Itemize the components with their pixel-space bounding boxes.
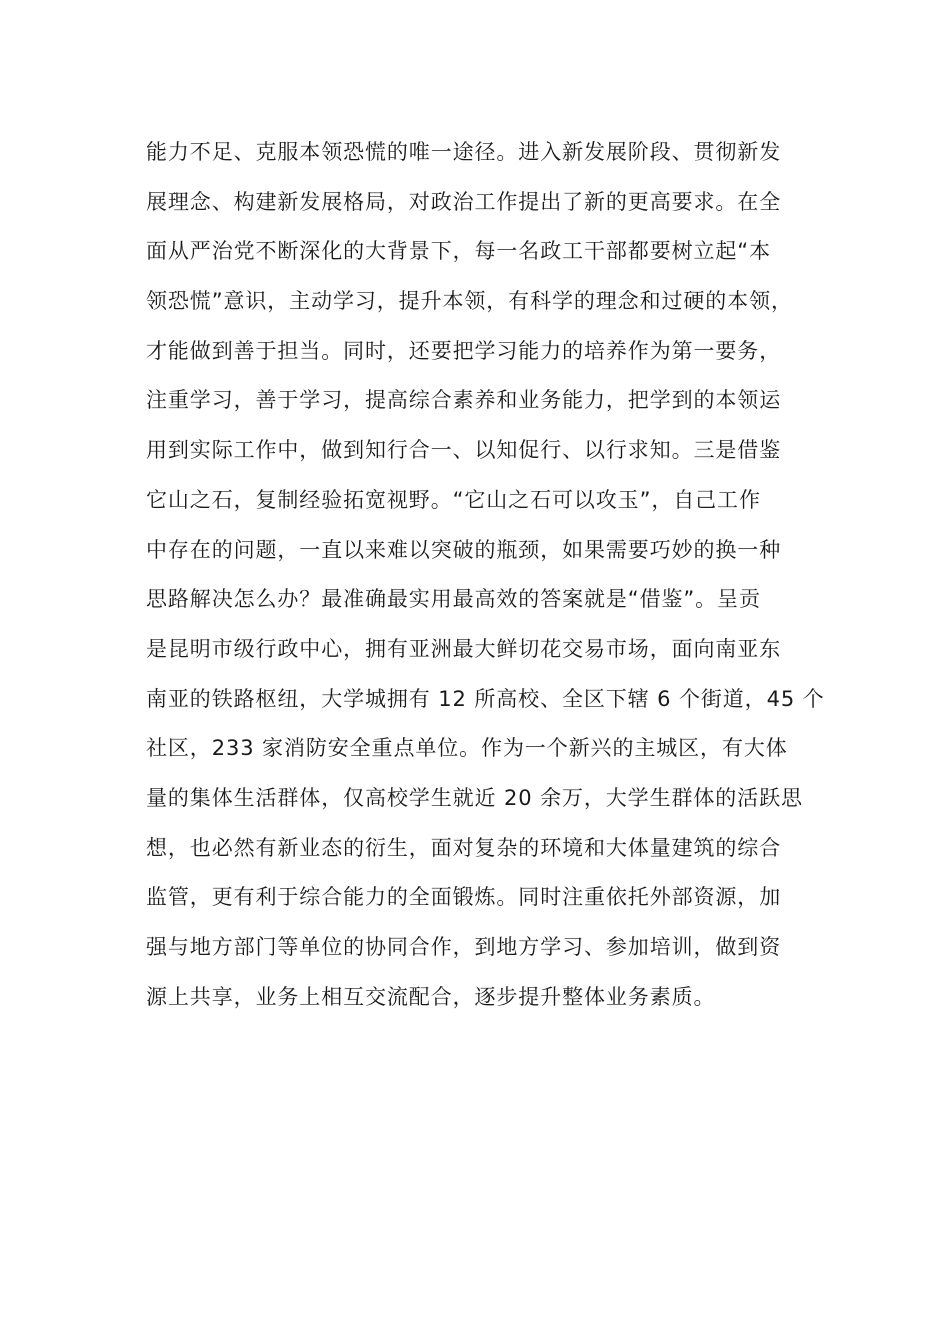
text-line: 中存在的问题，一直以来难以突破的瓶颈，如果需要巧妙的换一种: [146, 537, 782, 562]
text-line: 想，也必然有新业态的衍生，面对复杂的环境和大体量建筑的综合: [146, 835, 782, 860]
text-line: 思路解决怎么办？最准确最实用最高效的答案就是“借鉴”。呈贡: [146, 587, 761, 612]
body-paragraph: [146, 131, 846, 1025]
text-line: 才能做到善于担当。同时，还要把学习能力的培养作为第一要务，: [146, 338, 782, 363]
text-line: 注重学习，善于学习，提高综合素养和业务能力，把学到的本领运: [146, 388, 782, 413]
text-line: 是昆明市级行政中心，拥有亚洲最大鲜切花交易市场，面向南亚东: [146, 636, 782, 661]
text-line: 社区，233 家消防安全重点单位。作为一个新兴的主城区，有大体: [146, 736, 788, 761]
text-line: 监管，更有利于综合能力的全面锻炼。同时注重依托外部资源，加: [146, 885, 782, 910]
text-line: 源上共享，业务上相互交流配合，逐步提升整体业务素质。: [146, 984, 716, 1009]
text-line: 量的集体生活群体，仅高校学生就近 20 余万，大学生群体的活跃思: [146, 785, 803, 810]
text-line: 用到实际工作中，做到知行合一、以知促行、以行求知。三是借鉴: [146, 438, 782, 463]
text-line: 它山之石，复制经验拓宽视野。“它山之石可以攻玉”，自己工作: [146, 487, 761, 512]
text-line: 强与地方部门等单位的协同合作，到地方学习、参加培训，做到资: [146, 935, 782, 959]
text-line: 南亚的铁路枢纽，大学城拥有 12 所高校、全区下辖 6 个街道，45 个: [146, 686, 825, 711]
text-line: 能力不足、克服本领恐慌的唯一途径。进入新发展阶段、贯彻新发: [146, 140, 782, 164]
text-line: 面从严治党不断深化的大背景下，每一名政工干部都要树立起“本: [146, 239, 771, 264]
text-line: 展理念、构建新发展格局，对政治工作提出了新的更高要求。在全: [146, 189, 782, 214]
text-line: 领恐慌”意识，主动学习，提升本领，有科学的理念和过硬的本领，: [146, 289, 793, 314]
